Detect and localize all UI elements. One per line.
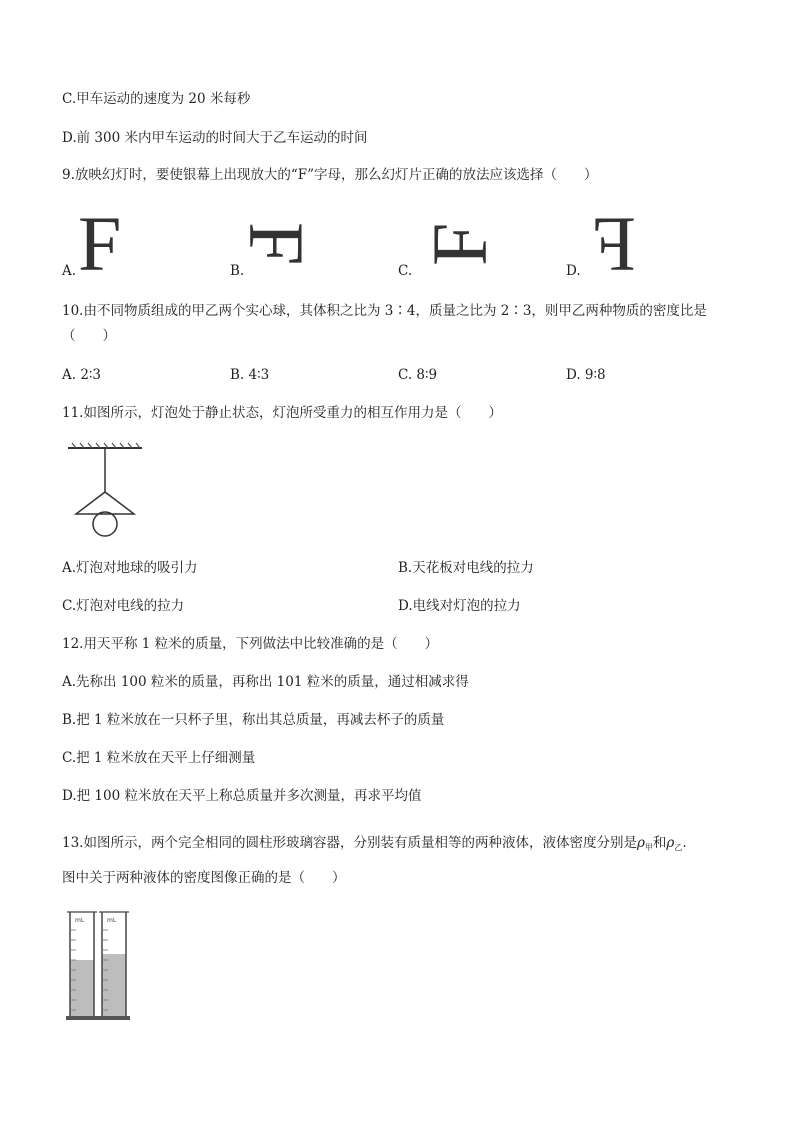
- q9-option-c-label: C.: [398, 263, 413, 279]
- lampshade: [76, 492, 134, 514]
- q10-stem-line2: （ ）: [62, 328, 116, 344]
- base-right: [98, 1016, 130, 1020]
- rho-subscript-b: 乙: [674, 843, 683, 852]
- q10-option-d: D. 9∶8: [566, 367, 606, 383]
- q9-letter-f-mirrored: F: [592, 200, 636, 287]
- q8-option-c: C.甲车运动的速度为 20 米每秒: [62, 91, 251, 107]
- q10-stem-line1: 10.由不同物质组成的甲乙两个实心球，其体积之比为 3∶4，质量之比为 2∶3，则甲乙两种物质的密度比是: [62, 303, 707, 319]
- q9-letter-f-rotated: F: [416, 222, 503, 266]
- q10-option-a: A. 2∶3: [62, 367, 102, 383]
- q12-option-a: A.先称出 100 粒米的质量，再称出 101 粒米的质量，通过相减求得: [62, 674, 469, 690]
- q9-letter-f-rotated: F: [233, 222, 320, 266]
- cylinder-left: [66, 912, 98, 1020]
- cylinder-right: [98, 912, 130, 1020]
- q11-lamp-figure: [64, 442, 148, 538]
- liquid-left: [70, 960, 94, 1016]
- rho-symbol: ρ: [666, 835, 675, 851]
- q8-option-d: D.前 300 米内甲车运动的时间大于乙车运动的时间: [62, 130, 368, 146]
- q11-option-a: A.灯泡对地球的吸引力: [62, 560, 198, 576]
- q10-option-c: C. 8∶9: [398, 367, 438, 383]
- q11-stem: 11.如图所示，灯泡处于静止状态，灯泡所受重力的相互作用力是（ ）: [62, 405, 502, 421]
- q9-letter-f: F: [78, 200, 122, 287]
- q9-stem: 9.放映幻灯时，要使银幕上出现放大的“F”字母，那么幻灯片正确的放法应该选择（ ）: [62, 167, 598, 183]
- q11-option-d: D.电线对灯泡的拉力: [398, 598, 521, 614]
- q12-stem: 12.用天平称 1 粒米的质量，下列做法中比较准确的是（ ）: [62, 636, 439, 652]
- base-left: [66, 1016, 98, 1020]
- q9-figure-c: [414, 216, 503, 272]
- q9-option-b-label: B.: [230, 263, 245, 279]
- q10-option-b: B. 4∶3: [230, 367, 270, 383]
- rho-symbol: ρ: [636, 835, 645, 851]
- q12-option-b: B.把 1 粒米放在一只杯子里，称出其总质量，再减去杯子的质量: [62, 712, 445, 728]
- q9-option-a-label: A.: [62, 263, 77, 279]
- q9-figure-a: [70, 200, 130, 287]
- q13-cylinders-figure: [64, 908, 136, 1024]
- q13-stem-text: 13.如图所示，两个完全相同的圆柱形玻璃容器，分别装有质量相等的两种液体，液体密度分别是: [62, 835, 637, 851]
- q11-option-c: C.灯泡对电线的拉力: [62, 598, 185, 614]
- cylinder-right-unit: mL: [107, 917, 117, 924]
- q12-option-c: C.把 1 粒米放在天平上仔细测量: [62, 750, 256, 766]
- q9-figure-d: [578, 200, 638, 287]
- q13-conjunction: 和: [652, 835, 667, 851]
- liquid-right: [102, 954, 126, 1016]
- q9-figure-b: [233, 218, 324, 274]
- q12-option-d: D.把 100 粒米放在天平上称总质量并多次测量，再求平均值: [62, 788, 422, 804]
- q11-option-b: B.天花板对电线的拉力: [398, 560, 534, 576]
- rho-subscript-a: 甲: [644, 843, 653, 852]
- q9-option-d-label: D.: [566, 263, 581, 279]
- cylinder-left-unit: mL: [75, 917, 85, 924]
- bulb: [93, 512, 117, 536]
- q13-stem-line2: 图中关于两种液体的密度图像正确的是（ ）: [62, 870, 346, 886]
- q13-period: .: [682, 835, 687, 851]
- q13-stem-line1: [62, 834, 687, 857]
